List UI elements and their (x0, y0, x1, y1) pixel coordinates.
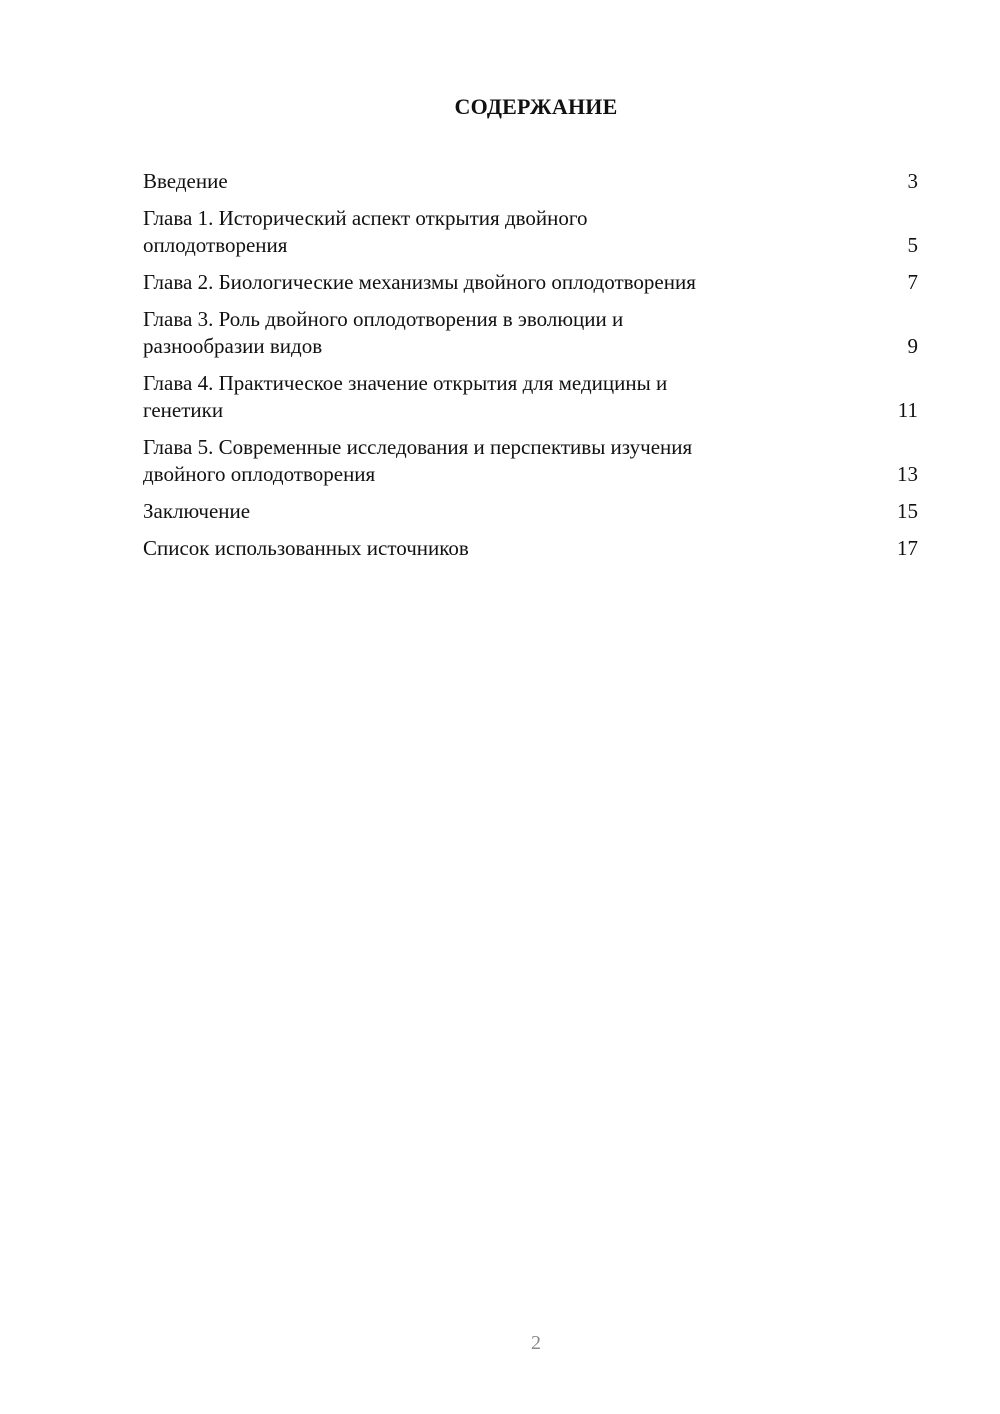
toc-entry-page: 15 (897, 499, 918, 523)
toc-entry-page: 11 (897, 398, 918, 422)
toc-entry-label: Глава 4. Практическое значение открытия для медицины и генетики (143, 371, 668, 422)
toc-entry-label: Глава 1. Исторический аспект открытия двойного оплодотворения (143, 206, 588, 257)
toc-entry-page: 3 (907, 169, 918, 193)
toc-entry-label: Список использованных источников (143, 536, 469, 560)
toc-entry-label: Глава 2. Биологические механизмы двойного оплодотворения (143, 270, 696, 294)
toc-entry-label: Глава 5. Современные исследования и перспективы изучения двойного оплодотворения (143, 435, 693, 486)
toc-entry-page: 13 (897, 462, 918, 486)
toc-entry-conclusion (143, 498, 918, 525)
toc-entry-page: 9 (907, 334, 918, 358)
toc-entry-page: 17 (897, 536, 918, 560)
table-of-contents (143, 168, 918, 572)
toc-entry-introduction (143, 168, 918, 195)
toc-entry-label: Введение (143, 169, 228, 193)
toc-entry-chapter-4 (143, 370, 918, 424)
toc-entry-references (143, 535, 918, 562)
page-title: СОДЕРЖАНИЕ (454, 94, 618, 119)
toc-entry-label: Глава 3. Роль двойного оплодотворения в эволюции и разнообразии видов (143, 307, 624, 358)
toc-entry-chapter-3 (143, 306, 918, 360)
toc-entry-label: Заключение (143, 499, 251, 523)
toc-entry-chapter-1 (143, 205, 918, 259)
toc-entry-page: 7 (907, 270, 918, 294)
page-number: 2 (531, 1332, 541, 1354)
toc-entry-page: 5 (907, 233, 918, 257)
toc-entry-chapter-5 (143, 434, 918, 488)
toc-entry-chapter-2 (143, 269, 918, 296)
